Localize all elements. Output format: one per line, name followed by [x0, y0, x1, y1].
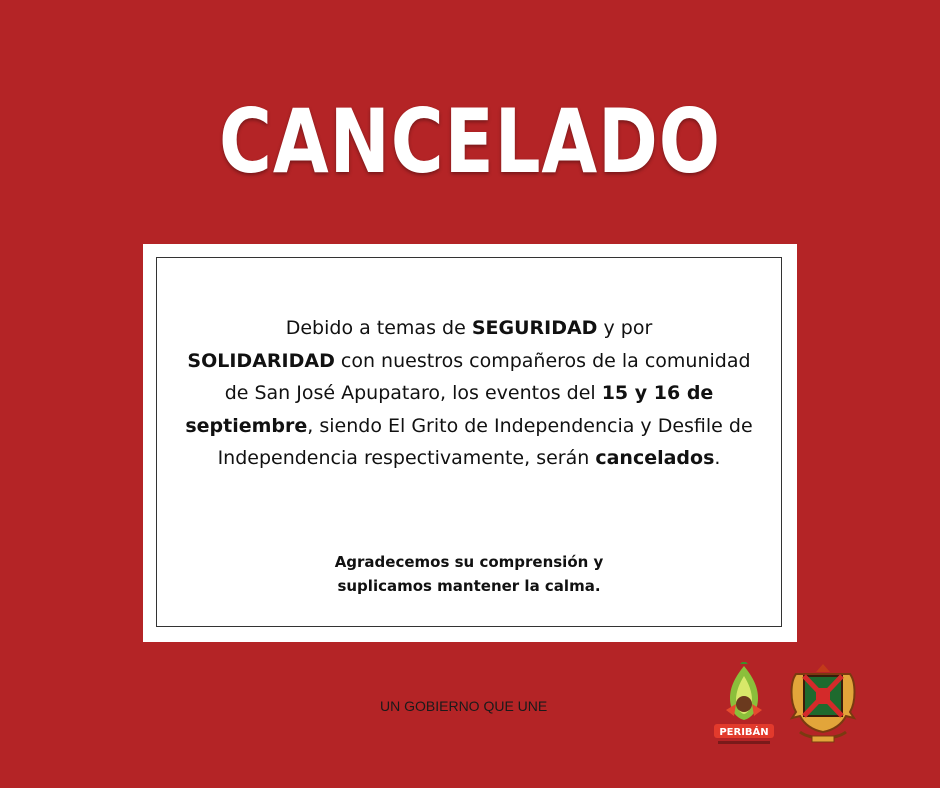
thanks-note: [177, 550, 761, 598]
message-text-1: Debido a temas de: [285, 317, 472, 339]
slogan: UN GOBIERNO QUE UNE: [380, 698, 548, 714]
message-text-4: , siendo El Grito de Independencia y Desfile de Independencia respectivamente, serán: [217, 414, 753, 469]
thanks-line-2: suplicamos mantener la calma.: [337, 577, 601, 595]
notice-frame: [156, 257, 782, 627]
message-bold-solidaridad: SOLIDARIDAD: [187, 349, 335, 372]
message-bold-dates: 15 y 16 de septiembre: [185, 382, 714, 437]
avocado-logo-icon: [712, 662, 776, 748]
message-text-3: con nuestros compañeros de la comunidad de San José Apupataro, los eventos del: [224, 349, 751, 404]
message-text-5: .: [714, 447, 721, 469]
logo-text: PERIBÁN: [719, 727, 769, 738]
message-bold-cancelados: cancelados: [595, 447, 715, 469]
notice-message: [177, 312, 761, 475]
notice-card: [143, 244, 797, 642]
message-bold-seguridad: SEGURIDAD: [471, 317, 598, 339]
message-text-2: y por: [597, 317, 653, 339]
coat-of-arms-icon: [786, 662, 860, 748]
thanks-line-1: Agradecemos su comprensión y: [334, 553, 604, 571]
page-title: CANCELADO: [219, 90, 721, 193]
